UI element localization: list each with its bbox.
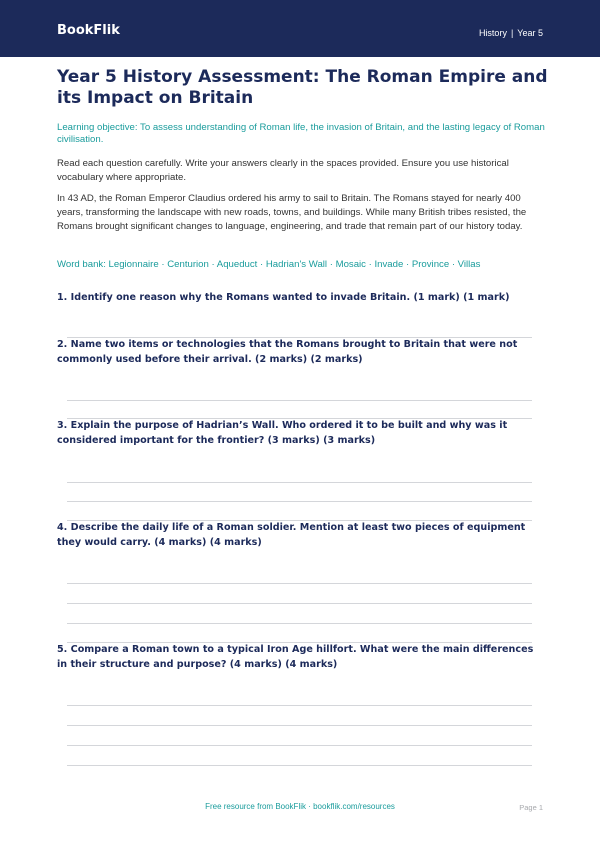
answer-line[interactable] <box>67 482 532 483</box>
subject-label: History <box>478 28 507 38</box>
header-meta <box>479 28 543 38</box>
separator: | <box>510 28 514 38</box>
answer-line[interactable] <box>67 765 532 766</box>
footer-source[interactable]: Free resource from BookFlik · bookflik.com/resources <box>205 802 395 811</box>
question-5: 5. Compare a Roman town to a typical Iron Age hillfort. What were the main differences in their structure and purpose? (4 marks) (4 marks) <box>57 644 534 670</box>
answer-line[interactable] <box>67 725 532 726</box>
learning-objective: Learning objective: To assess understanding of Roman life, the invasion of Britain, and the lasting legacy of Roman civilisation. <box>57 122 545 145</box>
page-header <box>0 0 600 57</box>
answer-line[interactable] <box>67 745 532 746</box>
answer-line[interactable] <box>67 603 532 604</box>
answer-line[interactable] <box>67 705 532 706</box>
answer-line[interactable] <box>67 623 532 624</box>
year-label: Year 5 <box>517 28 543 38</box>
brand-logo: BookFlik <box>57 23 120 38</box>
question-4: 4. Describe the daily life of a Roman soldier. Mention at least two pieces of equipment they would carry. (4 marks) (4 marks) <box>57 522 526 548</box>
instructions: Read each question carefully. Write your answers clearly in the spaces provided. Ensure you use historical vocabulary where appropriate. <box>57 158 509 183</box>
page-title: Year 5 History Assessment: The Roman Empire and its Impact on Britain <box>57 67 548 108</box>
answer-line[interactable] <box>67 400 532 401</box>
question-1: 1. Identify one reason why the Romans wanted to invade Britain. (1 mark) (1 mark) <box>57 292 510 303</box>
answer-line[interactable] <box>67 501 532 502</box>
question-3: 3. Explain the purpose of Hadrian’s Wall. Who ordered it to be built and why was it considered important for the frontier? (3 marks) (3 marks) <box>57 420 508 446</box>
intro-paragraph: In 43 AD, the Roman Emperor Claudius ordered his army to sail to Britain. The Romans stayed for nearly 400 years, transforming the landscape with new roads, towns, and buildings. While many British tribes resisted, the Romans brought significant changes to language, engineering, and trade that remain part of our history today. <box>57 193 527 232</box>
question-2: 2. Name two items or technologies that the Romans brought to Britain that were not commonly used before their arrival. (2 marks) (2 marks) <box>57 339 518 365</box>
page-number: Page 1 <box>519 803 543 812</box>
answer-line[interactable] <box>67 583 532 584</box>
word-bank: Word bank: Legionnaire · Centurion · Aqueduct · Hadrian's Wall · Mosaic · Invade · Province · Villas <box>57 259 481 270</box>
